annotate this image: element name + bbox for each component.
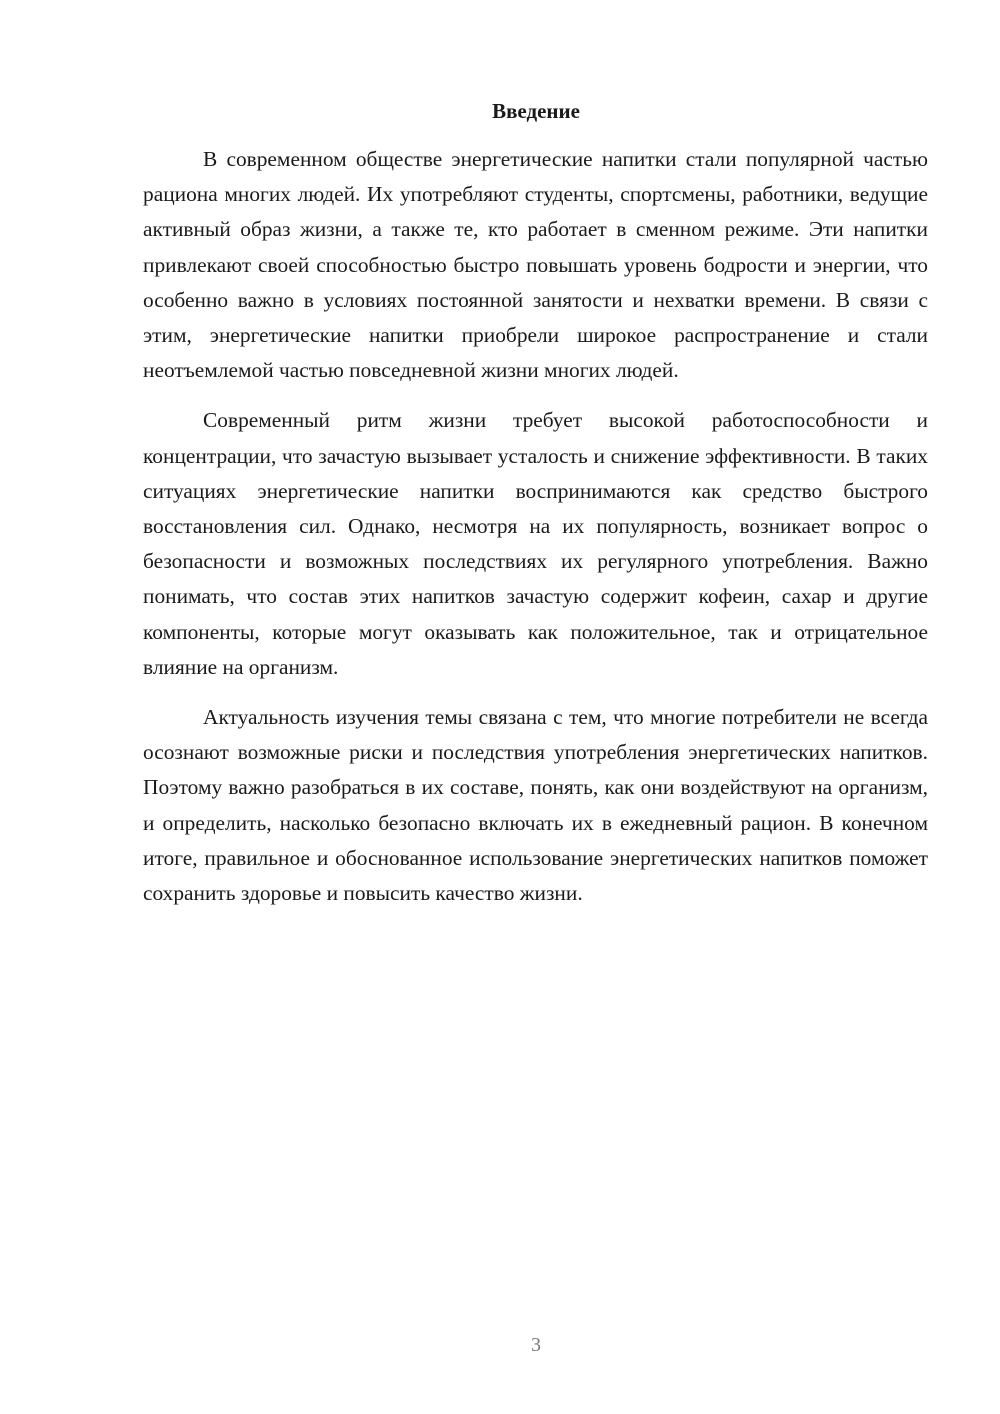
section-title: Введение: [492, 99, 580, 123]
paragraph-2: Современный ритм жизни требует высокой работоспособности и концентрации, что зачастую вызывает усталость и снижение эффективности. В таких ситуациях энергетические напитки воспринимаются как средство быстрого восстановления сил. Однако, несмотря на их популярность, возникает вопрос о безопасности и возможных последствиях их регулярного употребления. Важно понимать, что состав этих напитков зачастую содержит кофеин, сахар и другие компоненты, которые могут оказывать как положительное, так и отрицательное влияние на организм.: [143, 408, 928, 679]
body-text: [143, 142, 928, 926]
paragraph-3: Актуальность изучения темы связана с тем, что многие потребители не всегда осознают возможные риски и последствия употребления энергетических напитков. Поэтому важно разобраться в их составе, понять, как они воздействуют на организм, и определить, насколько безопасно включать их в ежедневный рацион. В конечном итоге, правильное и обоснованное использование энергетических напитков поможет сохранить здоровье и повысить качество жизни.: [143, 705, 928, 906]
paragraph-1: В современном обществе энергетические напитки стали популярной частью рациона многих людей. Их употребляют студенты, спортсмены, работники, ведущие активный образ жизни, а также те, кто работает в сменном режиме. Эти напитки привлекают своей способностью быстро повышать уровень бодрости и энергии, что особенно важно в условиях постоянной занятости и нехватки времени. В связи с этим, энергетические напитки приобрели широкое распространение и стали неотъемлемой частью повседневной жизни многих людей.: [143, 147, 928, 383]
page-number: 3: [531, 1334, 541, 1356]
